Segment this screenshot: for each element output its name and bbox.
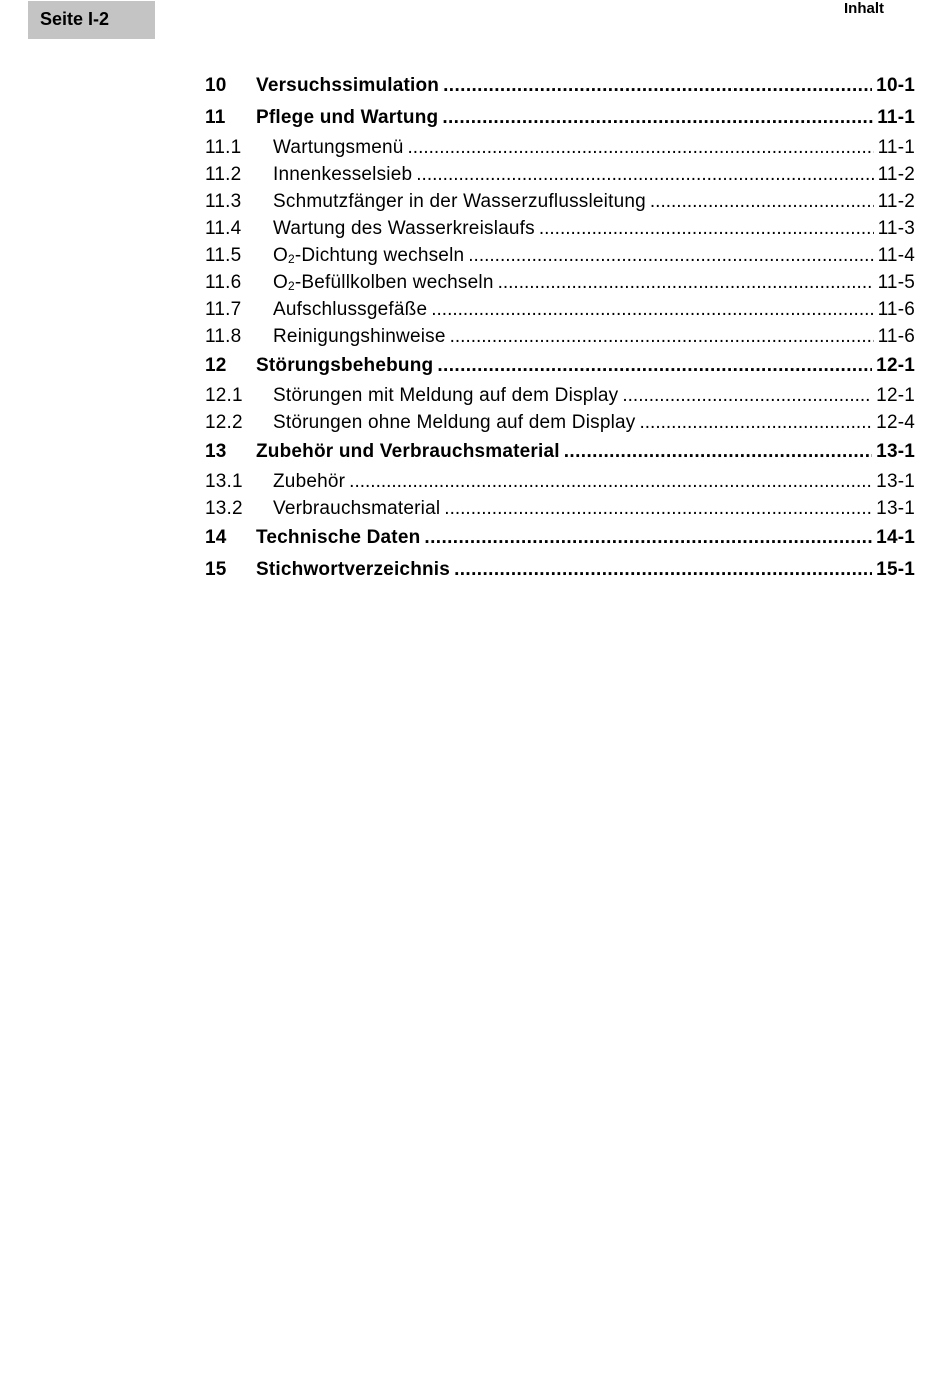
toc-leader [416, 161, 873, 188]
page-number-label: Seite I-2 [40, 9, 110, 29]
toc-title: Wartung des Wasserkreislaufs [273, 218, 535, 239]
toc-title: Versuchssimulation [256, 75, 440, 96]
toc-page: 11-2 [877, 191, 915, 212]
toc-title: Schmutzfänger in der Wasserzuflussleitung [273, 191, 646, 212]
toc-title: Aufschlussgefäße [273, 299, 428, 320]
toc-number: 11.4 [205, 218, 242, 239]
toc-entry-11-2[interactable] [205, 161, 915, 188]
toc-number: 11.8 [205, 326, 242, 347]
toc-number: 15 [205, 559, 227, 580]
toc-title [273, 242, 464, 269]
toc-leader [349, 468, 872, 495]
toc-page: 11-6 [877, 299, 915, 320]
toc-title-suffix: -Befüllkolben wechseln [294, 272, 494, 293]
toc-number: 11.3 [205, 191, 242, 212]
toc-leader [650, 188, 874, 215]
toc-leader [622, 382, 872, 409]
toc-leader [442, 102, 873, 134]
toc-page: 11-4 [877, 245, 915, 266]
toc-page: 13-1 [876, 471, 915, 492]
toc-number: 12.2 [205, 412, 243, 433]
toc-leader [468, 242, 873, 269]
toc-number: 13 [205, 441, 227, 462]
toc-leader [450, 323, 874, 350]
toc-chapter-12[interactable] [205, 350, 915, 382]
table-of-contents [205, 70, 915, 586]
toc-entry-11-3[interactable] [205, 188, 915, 215]
toc-page: 12-1 [876, 385, 915, 406]
toc-number: 12 [205, 355, 227, 376]
toc-leader [640, 409, 873, 436]
toc-title: Zubehör und Verbrauchsmaterial [256, 441, 560, 462]
toc-title: Wartungsmenü [273, 137, 404, 158]
toc-page: 11-3 [877, 218, 915, 239]
toc-number: 11.6 [205, 272, 242, 293]
toc-title-suffix: -Dichtung wechseln [294, 245, 465, 266]
toc-page: 12-4 [876, 412, 915, 433]
toc-entry-12-1[interactable] [205, 382, 915, 409]
toc-number: 11.7 [205, 299, 242, 320]
toc-leader [444, 495, 872, 522]
toc-page: 10-1 [876, 75, 915, 96]
toc-chapter-13[interactable] [205, 436, 915, 468]
page-number-tab [28, 1, 155, 39]
toc-page: 12-1 [876, 355, 915, 376]
toc-number: 13.1 [205, 471, 243, 492]
toc-number: 11.5 [205, 245, 242, 266]
toc-leader [454, 554, 872, 586]
toc-title: Technische Daten [256, 527, 421, 548]
toc-title: Pflege und Wartung [256, 107, 439, 128]
toc-chapter-10[interactable] [205, 70, 915, 102]
toc-page: 11-1 [877, 137, 915, 158]
toc-page: 11-5 [877, 272, 915, 293]
toc-entry-13-2[interactable] [205, 495, 915, 522]
toc-chapter-11[interactable] [205, 102, 915, 134]
toc-number: 13.2 [205, 498, 243, 519]
toc-entry-13-1[interactable] [205, 468, 915, 495]
toc-title: Verbrauchsmaterial [273, 498, 441, 519]
toc-title-subscript: 2 [287, 252, 295, 266]
toc-entry-11-5[interactable] [205, 242, 915, 269]
toc-title: Störungen ohne Meldung auf dem Display [273, 412, 636, 433]
toc-title-prefix: O [273, 272, 288, 293]
toc-number: 10 [205, 75, 227, 96]
toc-page: 14-1 [876, 527, 915, 548]
toc-page: 11-6 [877, 326, 915, 347]
toc-leader [437, 350, 872, 382]
toc-title: Stichwortverzeichnis [256, 559, 451, 580]
toc-title: Zubehör [273, 471, 346, 492]
toc-entry-11-1[interactable] [205, 134, 915, 161]
toc-number: 14 [205, 527, 227, 548]
toc-entry-11-6[interactable] [205, 269, 915, 296]
toc-title-subscript: 2 [287, 279, 295, 293]
toc-title: Störungsbehebung [256, 355, 434, 376]
toc-title [273, 269, 494, 296]
toc-title-prefix: O [273, 245, 288, 266]
toc-title: Störungen mit Meldung auf dem Display [273, 385, 619, 406]
toc-title: Innenkesselsieb [273, 164, 413, 185]
toc-page: 11-1 [877, 107, 915, 128]
toc-page: 13-1 [876, 441, 915, 462]
toc-title: Reinigungshinweise [273, 326, 446, 347]
toc-leader [498, 269, 874, 296]
toc-entry-12-2[interactable] [205, 409, 915, 436]
toc-chapter-14[interactable] [205, 522, 915, 554]
toc-number: 11 [205, 107, 226, 128]
section-title: Inhalt [844, 0, 884, 17]
toc-leader [431, 296, 873, 323]
toc-leader [564, 436, 872, 468]
toc-number: 11.1 [205, 137, 242, 158]
toc-chapter-15[interactable] [205, 554, 915, 586]
toc-leader [443, 70, 872, 102]
toc-page: 15-1 [876, 559, 915, 580]
toc-leader [424, 522, 872, 554]
toc-page: 13-1 [876, 498, 915, 519]
toc-entry-11-7[interactable] [205, 296, 915, 323]
toc-entry-11-4[interactable] [205, 215, 915, 242]
toc-leader [408, 134, 874, 161]
toc-page: 11-2 [877, 164, 915, 185]
toc-entry-11-8[interactable] [205, 323, 915, 350]
toc-leader [539, 215, 874, 242]
toc-number: 12.1 [205, 385, 243, 406]
toc-number: 11.2 [205, 164, 242, 185]
